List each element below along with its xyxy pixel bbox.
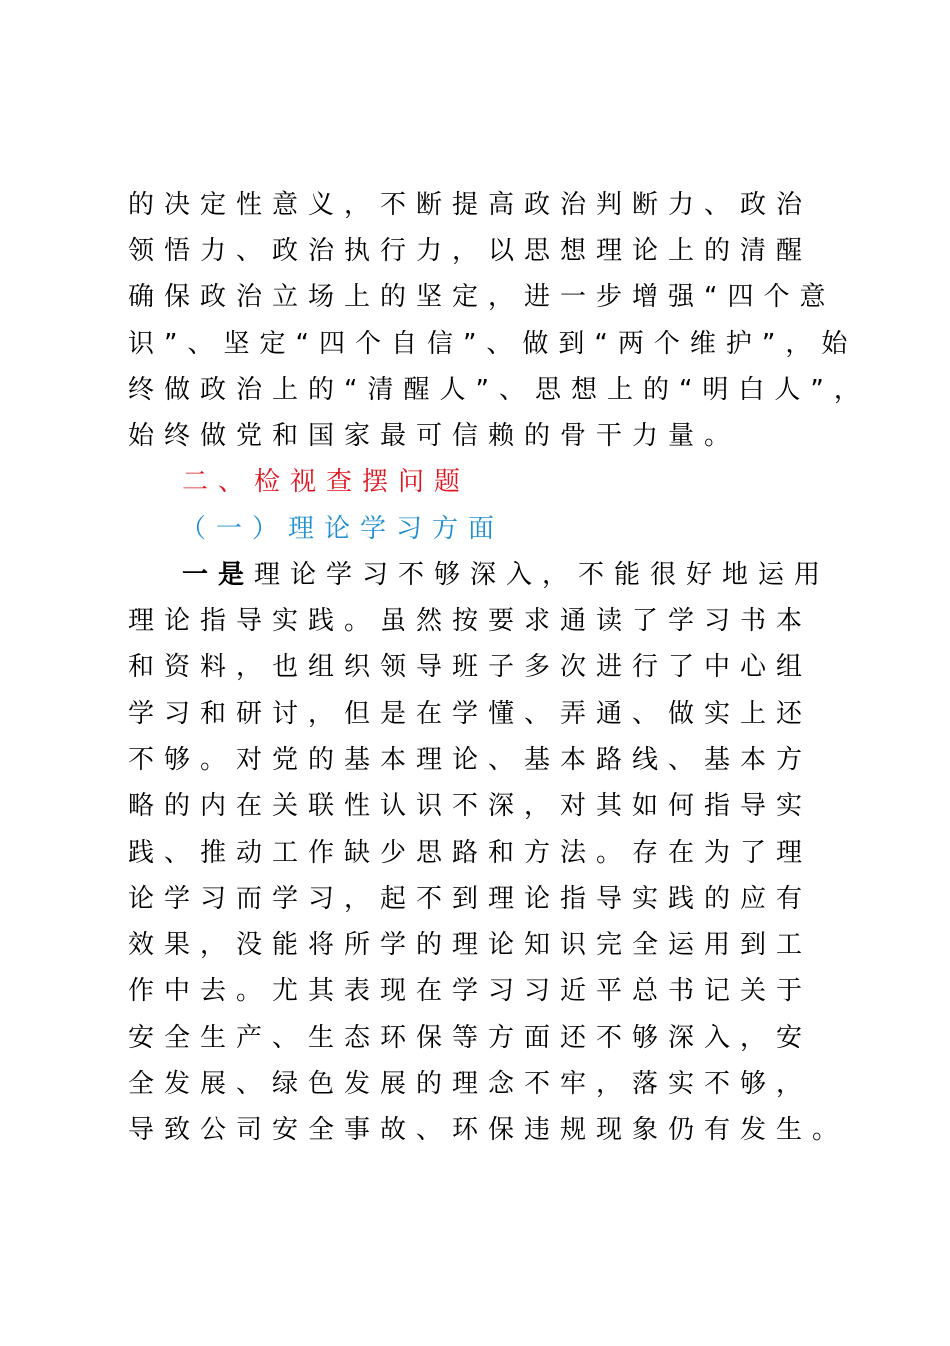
paragraph-line: 领悟力、政治执行力，以思想理论上的清醒: [128, 236, 813, 266]
paragraph-line: 终做政治上的“清醒人”、思想上的“明白人”，: [128, 375, 870, 405]
paragraph-line: 略的内在关联性认识不深，对其如何指导实: [128, 791, 813, 821]
section-heading: 二、检视查摆问题: [182, 467, 471, 497]
paragraph-first-line: [182, 555, 848, 595]
paragraph-line: 识”、坚定“四个自信”、做到“两个维护”，始: [128, 329, 858, 359]
paragraph-lead: 一是: [182, 560, 255, 590]
paragraph-line: 作中去。尤其表现在学习习近平总书记关于: [128, 976, 813, 1006]
paragraph-line: 的决定性意义，不断提高政治判断力、政治: [128, 190, 813, 220]
paragraph-line: 安全生产、生态环保等方面还不够深入，安: [128, 1023, 813, 1053]
paragraph-line: 理论指导实践。虽然按要求通读了学习书本: [128, 606, 813, 636]
paragraph-line: 全发展、绿色发展的理念不牢，落实不够，: [128, 1069, 813, 1099]
paragraph-line: 导致公司安全事故、环保违规现象仍有发生。: [128, 1115, 849, 1145]
paragraph-line: 确保政治立场上的坚定，进一步增强“四个意: [128, 282, 836, 312]
paragraph-line: 效果，没能将所学的理论知识完全运用到工: [128, 930, 813, 960]
paragraph-line: 不够。对党的基本理论、基本路线、基本方: [128, 745, 813, 775]
subsection-heading: （一）理论学习方面: [180, 514, 505, 544]
paragraph-line: 论学习而学习，起不到理论指导实践的应有: [128, 884, 813, 914]
paragraph-line: 始终做党和国家最可信赖的骨干力量。: [128, 421, 741, 451]
paragraph-first-line-text: 理论学习不够深入，不能很好地运用: [254, 560, 831, 590]
paragraph-line: 和资料，也组织领导班子多次进行了中心组: [128, 652, 813, 682]
paragraph-line: 践、推动工作缺少思路和方法。存在为了理: [128, 838, 813, 868]
paragraph-line: 学习和研讨，但是在学懂、弄通、做实上还: [128, 699, 813, 729]
